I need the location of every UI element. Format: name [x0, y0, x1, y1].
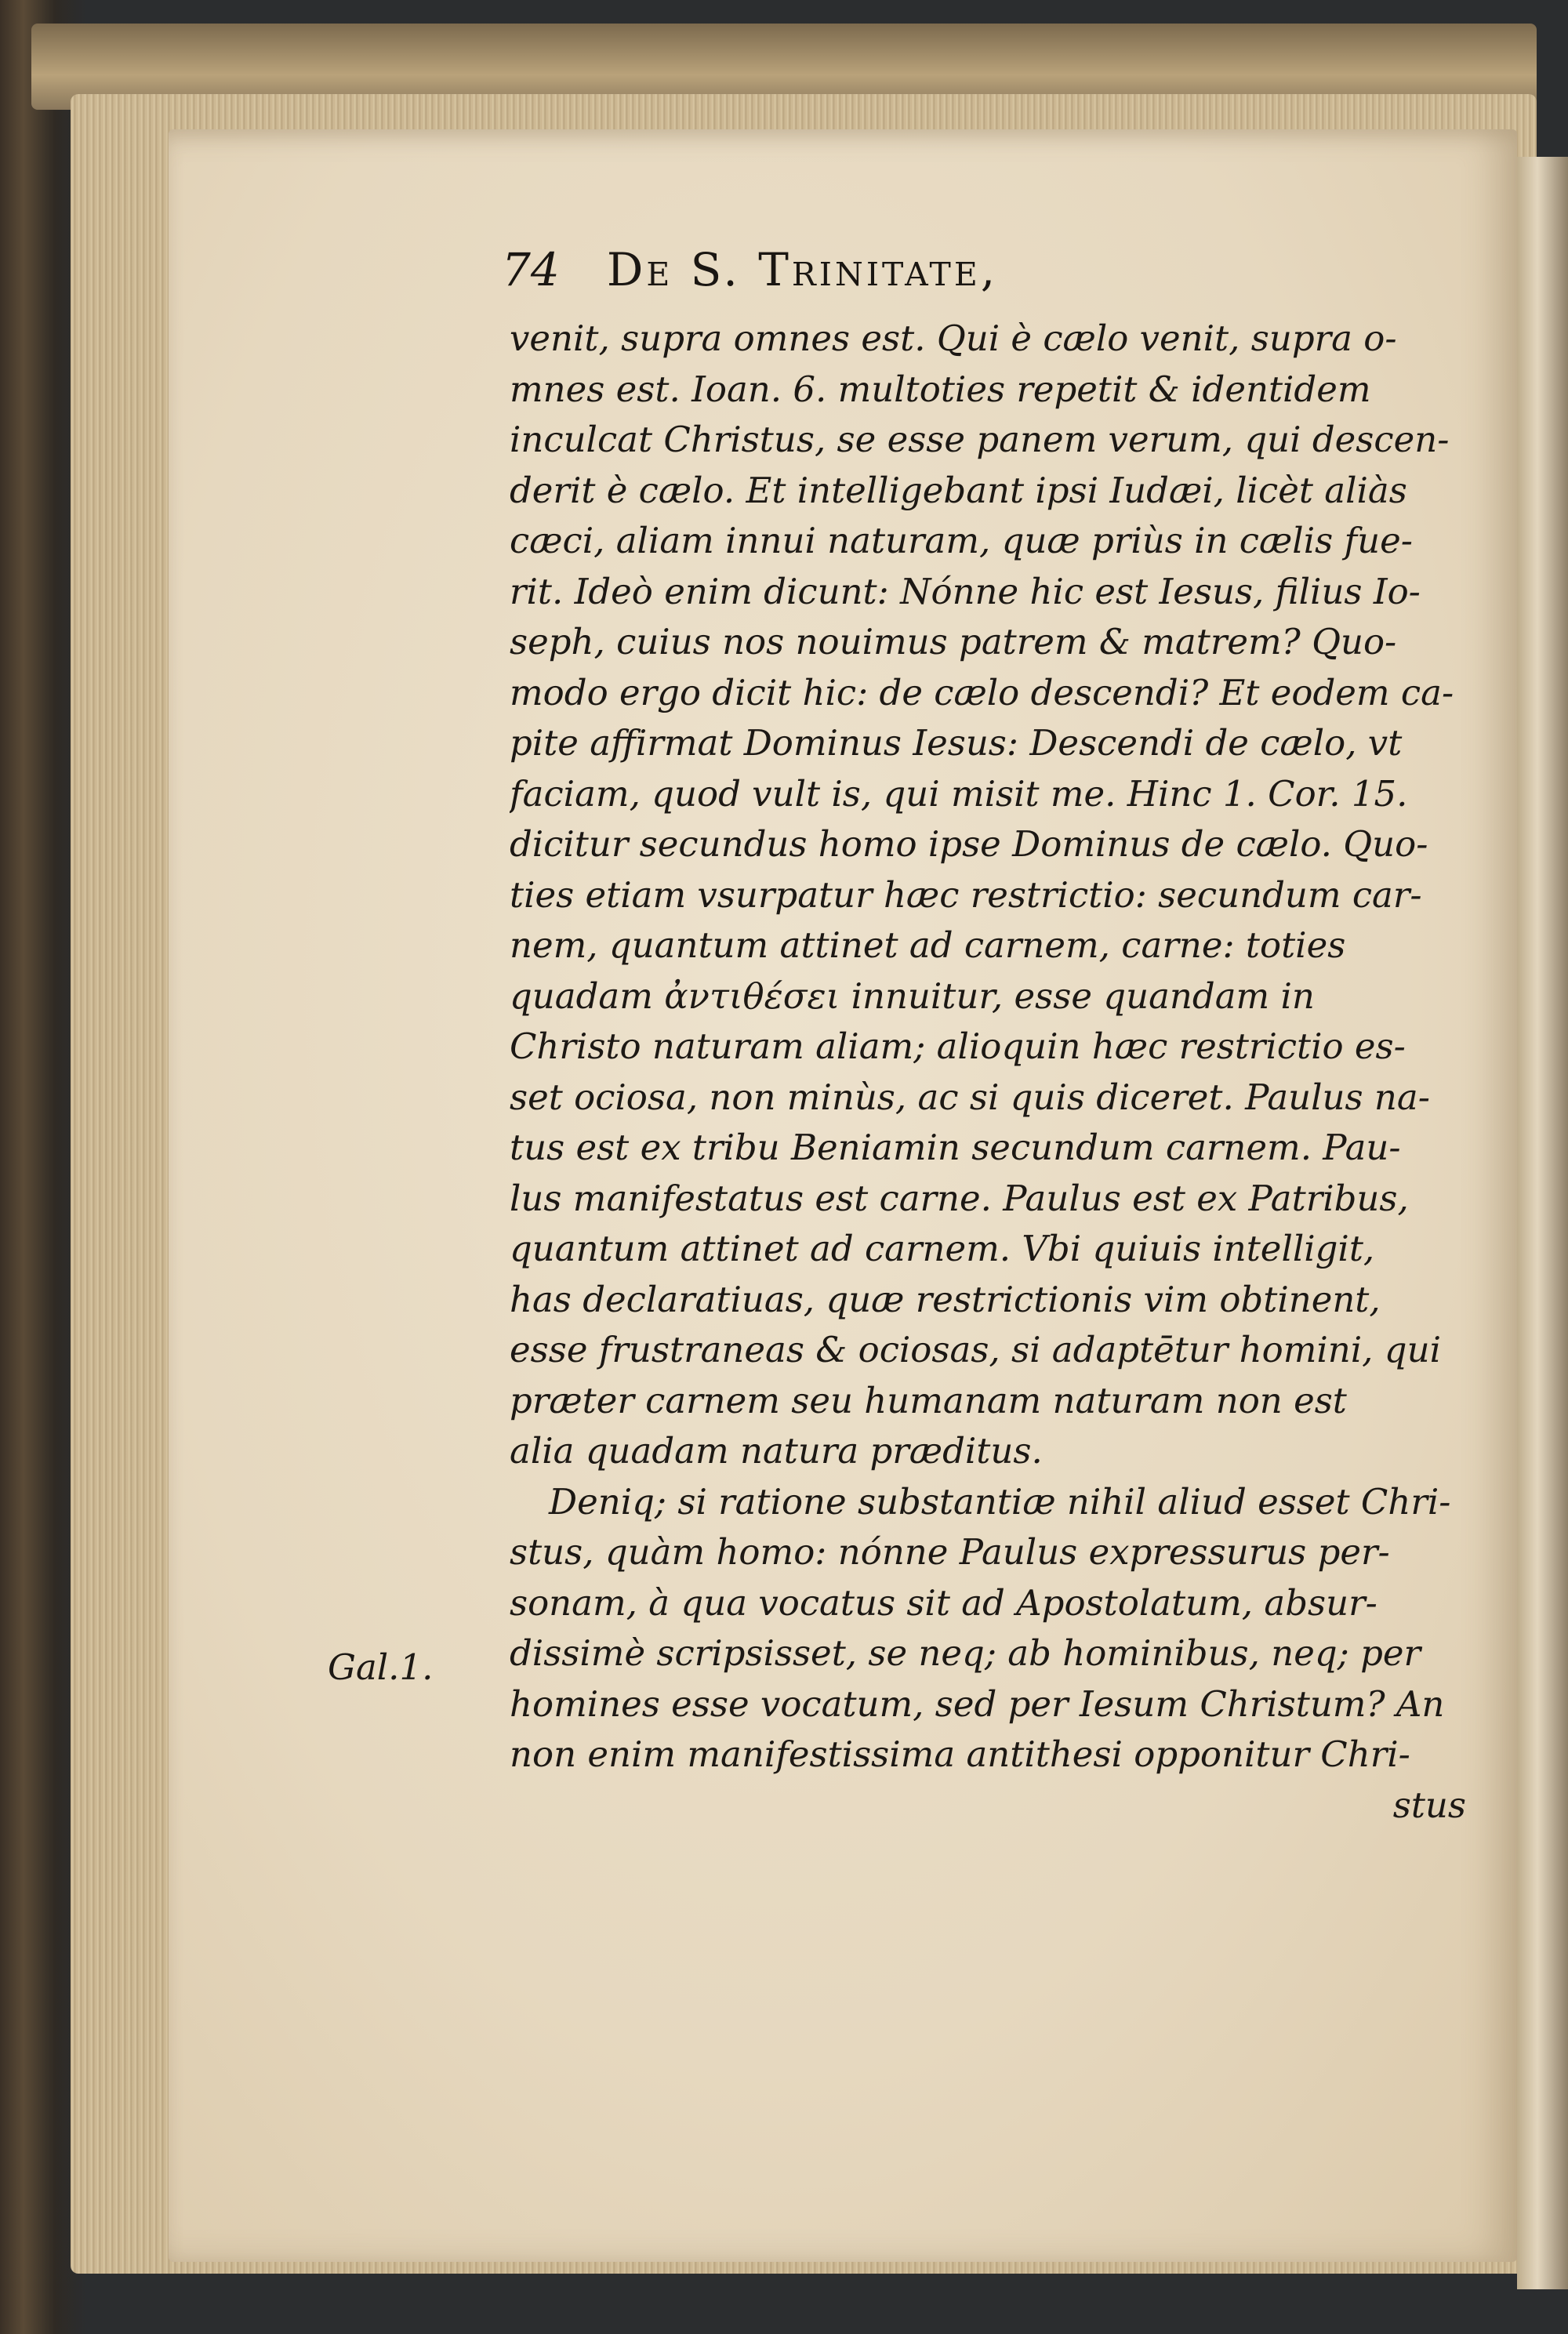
text-line: inculcat Christus, se esse panem verum, qui descen-: [510, 419, 1450, 460]
text-line: non enim manifestissima antithesi opponitur Chri-: [510, 1733, 1410, 1775]
text-line: ties etiam vsurpatur hæc restrictio: secundum car-: [510, 873, 1422, 916]
text-line: Deniq; si ratione substantiæ nihil aliud esset Chri-: [549, 1480, 1451, 1523]
running-head: [502, 243, 1474, 306]
text-line: Christo naturam aliam; alioquin hæc restrictio es-: [510, 1025, 1406, 1067]
text-line: mnes est. Ioan. 6. multoties repetit & identidem: [510, 368, 1371, 410]
text-line: quadam ἀντιθέσει innuitur, esse quandam in: [510, 975, 1315, 1017]
text-line: quantum attinet ad carnem. Vbi quiuis intelligit,: [510, 1228, 1375, 1269]
text-line: tus est ex tribu Beniamin secundum carnem. Pau-: [510, 1127, 1401, 1168]
text-line: sonam, à qua vocatus sit ad Apostolatum, absur-: [510, 1581, 1377, 1624]
text-line: stus, quàm homo: nónne Paulus expressurus per-: [510, 1531, 1390, 1573]
text-line: derit è cælo. Et intelligebant ipsi Iudæi, licèt aliàs: [510, 469, 1407, 511]
catchword: stus: [1392, 1784, 1466, 1826]
text-line: venit, supra omnes est. Qui è cælo venit, supra o-: [510, 318, 1397, 359]
text-line: esse frustraneas & ociosas, si adaptētur homini, qui: [510, 1329, 1441, 1370]
body-text: [510, 314, 1482, 1831]
text-line: dissimè scripsisset, se neq; ab hominibus, neq; per: [510, 1632, 1421, 1674]
text-line: faciam, quod vult is, qui misit me. Hinc 1. Cor. 15.: [510, 772, 1408, 815]
text-line: pite affirmat Dominus Iesus: Descendi de cælo, vt: [510, 722, 1403, 764]
page-number: 74: [502, 243, 560, 296]
running-title: De S. Trinitate,: [606, 243, 999, 296]
text-line: has declaratiuas, quæ restrictionis vim obtinent,: [510, 1278, 1381, 1320]
text-line: seph, cuius nos nouimus patrem & matrem? Quo-: [510, 621, 1397, 662]
facing-page-edge: [1517, 157, 1568, 2289]
text-line: modo ergo dicit hic: de cælo descendi? Et eodem ca-: [510, 671, 1454, 713]
text-line: homines esse vocatum, sed per Iesum Christum? An: [510, 1682, 1445, 1725]
text-line: cæci, aliam innui naturam, quæ priùs in cælis fue-: [510, 520, 1413, 561]
text-line: alia quadam natura præditus.: [510, 1430, 1043, 1472]
text-line: rit. Ideò enim dicunt: Nónne hic est Iesus, filius Io-: [510, 570, 1421, 612]
text-line: set ociosa, non minùs, ac si quis diceret. Paulus na-: [510, 1076, 1430, 1118]
text-line: nem, quantum attinet ad carnem, carne: toties: [510, 924, 1346, 966]
text-line: lus manifestatus est carne. Paulus est ex Patribus,: [510, 1177, 1409, 1219]
marginal-note: Gal.1.: [328, 1646, 434, 1688]
text-line: dicitur secundus homo ipse Dominus de cælo. Quo-: [510, 823, 1428, 865]
text-line: præter carnem seu humanam naturam non est: [510, 1379, 1347, 1421]
